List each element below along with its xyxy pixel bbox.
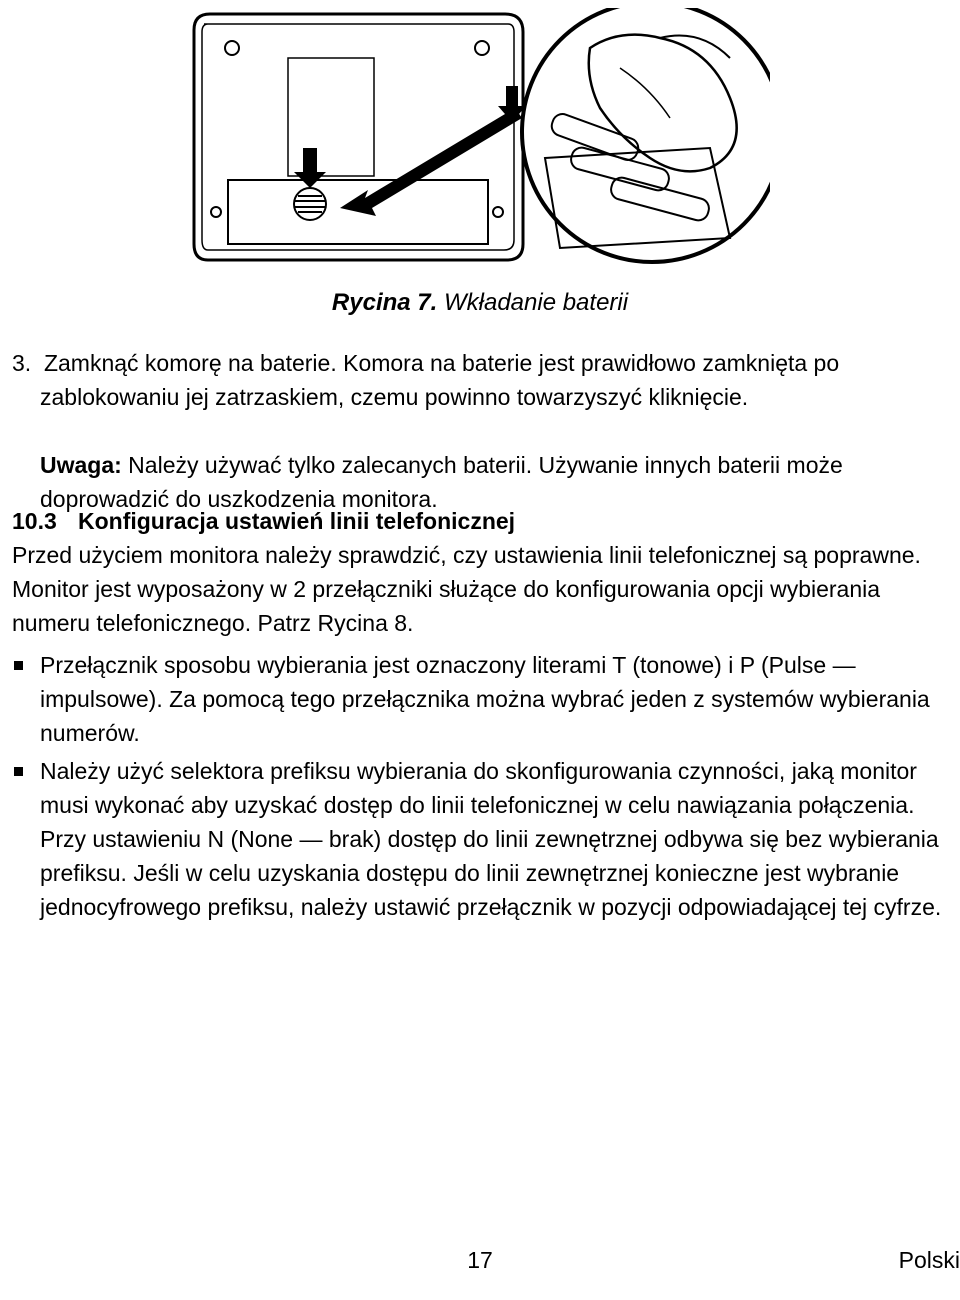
figure-caption-label: Rycina 7. [331, 289, 438, 316]
bullet-square-icon [14, 767, 23, 776]
figure-caption [0, 286, 960, 320]
list-item-text: Należy użyć selektora prefiksu wybierania do skonfigurowania czynności, jaką monitor musi wykonać aby uzyskać dostęp do linii telefonicznej w celu nawiązania połączenia. Przy ustawieniu N (None — brak) dostęp do linii zewnętrznej odbywa się bez wybierania prefiksu. Jeśli w celu uzyskania dostępu do linii zewnętrznej konieczne jest wybranie jednocyfrowego prefiksu, należy ustawić przełącznik w pozycji odpowiadającej tej cyfrze. [40, 758, 942, 920]
note-text: Należy używać tylko zalecanych baterii. Używanie innych baterii może doprowadzić do uszkodzenia monitora. [40, 452, 843, 512]
section-number: 10.3 [12, 508, 57, 534]
list-item-text: Przełącznik sposobu wybierania jest oznaczony literami T (tonowe) i P (Pulse — impulsowe). Za pomocą tego przełącznika można wybrać jeden z systemów wybierania numerów. [40, 652, 930, 746]
battery-insertion-illustration [190, 8, 770, 280]
section-title: Konfiguracja ustawień linii telefonicznej [78, 508, 516, 534]
label-area [288, 58, 374, 176]
screw-icon [211, 207, 221, 217]
step-3-line-2: zablokowaniu jej zatrzaskiem, czemu powinno towarzyszyć kliknięcie. [40, 384, 749, 410]
screw-icon [493, 207, 503, 217]
bullet-square-icon [14, 661, 23, 670]
screw-icon [475, 41, 489, 55]
step-3-line-1: 3. Zamknąć komorę na baterie. Komora na baterie jest prawidłowo zamknięta po [12, 350, 840, 376]
section-intro: Przed użyciem monitora należy sprawdzić, czy ustawienia linii telefonicznej są poprawne. Monitor jest wyposażony w 2 przełączniki służące do konfigurowania opcji wybierania numeru telefonicznego. Patrz Rycina 8. [12, 542, 921, 636]
section-heading [12, 504, 515, 538]
pointer-arrow-icon [340, 108, 522, 216]
list-item [12, 648, 957, 750]
screw-icon [225, 41, 239, 55]
list-item [12, 754, 957, 924]
note-label: Uwaga: [40, 452, 122, 478]
speaker-grille [294, 188, 326, 220]
page-number: 17 [467, 1247, 493, 1273]
footer-language: Polski [898, 1247, 960, 1273]
step-3-paragraph [12, 346, 952, 414]
down-arrow-icon [294, 148, 326, 188]
figure-caption-text: Wkładanie baterii [443, 289, 629, 316]
